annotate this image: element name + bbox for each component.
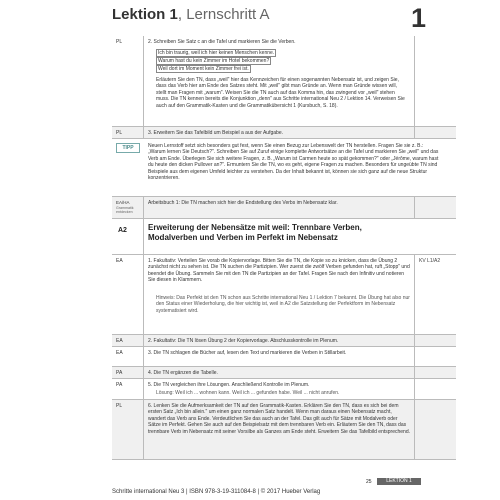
instruction-text: 5. Die TN vergleichen ihre Lösungen. Anschließend Kontrolle im Plenum. [148,382,310,388]
worksheet-reference: KV L1/A2 [419,258,441,264]
instruction-text: 6. Lenken Sie die Aufmerksamkeit der TN auf den Grammatik-Kasten. Erklären Sie den TN, dass es sich bei dem ersten Satz „Ich bin allein." um einen ganz normalen Satz handelt. Wenn man daraus einen Nebensatz macht, wandert das Verb ans Ende. Verdeutlichen Sie das auch an der Tafel. Das gilt auch für Sätze mit Modalverb oder Sätze im Perfekt. Gehen Sie auch auf den Beispielsatz mit dem trennbaren Verb ein. Erläutern Sie den TN, dass das trennbare Verb im Nebensatz mit seiner Vorsilbe als Ganzes am Ende steht. Erweitern Sie das Tafelbild entsprechend. [148,403,410,435]
instruction-text: 3. Erweitern Sie das Tafelbild um Beispiel a aus der Aufgabe. [148,130,283,136]
table-row [112,127,456,139]
tipp-row [112,139,456,197]
table-row [112,347,456,367]
table-row [112,400,456,460]
table-row [112,335,456,347]
instruction-text: 1. Fakultativ: Verteilen Sie vorab die Kopiervorlage. Bitten Sie die TN, die Kopie so zu knicken, dass die Übung 2 zunächst nicht zu sehen ist. Die TN suchen die Partizipien. Wer zuerst die zwölf Verben gefunden hat, ruft „Stopp" und beendet die Übung. Sammeln Sie mit den TN die Partizipien an der Tafel. Fragen Sie nach den Infinitiv und notieren Sie diesen in Klammern. [148,258,410,284]
instruction-text: 3. Die TN schlagen die Bücher auf, lesen den Text und markieren die Verben in Stillarbeit. [148,350,347,356]
activity-label: Grammatik entdecken [116,206,134,214]
table-row [112,197,456,219]
board-example-3: Weil dort im Moment kein Zimmer frei ist. [158,66,249,72]
hint-text: Hinweis: Das Perfekt ist den TN schon aus Schritte international Neu 1 / Lektion 7 bekannt. Die Übung hat also nur den Status einer Wiederholung, die hier wichtig ist, weil in A2 die Satzstellung der Perfektform im Nebensatz systematisiert wird. [156,295,410,314]
tipp-text: Neuen Lernstoff setzt sich besonders gut fest, wenn Sie einen Bezug zur Lebenswelt der TN herstellen. Fragen Sie sie z. B.: „Warum lernen Sie Deutsch?". Schreiben Sie auf Zuruf einige komplette Antwortsätze an die Tafel und markieren Sie „weil" und das Verb am Ende. Überlegen Sie sich weitere Fragen, z. B. „Warum ist Carmen heute so spät gekommen?" oder „Jérôme, warum hast du heute den dicken Pullover an?". Ermuntern Sie die TN, wo es geht, eigene Fragen zu machen. Besonders für ungeübte TN sind Beispiele aus dem eigenen Umfeld leichter zu verstehen. Da der Inhalt bekannt ist, können sie sich ganz auf die neue Struktur konzentrieren. [148,143,439,182]
page-header [0,0,500,32]
social-form-label: PL [116,39,123,45]
social-form-label: EA [116,338,123,344]
section-header [112,219,456,255]
solution-text: Lösung: Weil ich ... wohnen kann. Weil ich ... gefunden habe. Weil ... nicht anrufen. [156,390,340,396]
section-number: A2 [118,227,127,234]
lesson-tab: LEKTION 1 [377,478,421,485]
social-form-label: PA [116,382,123,388]
lesson-title: Lektion 1, Lernschritt A [112,6,270,23]
tipp-badge: TIPP [116,143,140,153]
table-row [112,36,456,127]
social-form-label: PL [116,130,123,136]
social-form-label: EA [116,258,123,264]
instruction-text: Arbeitsbuch 1: Die TN machen sich hier die Endstellung des Verbs im Nebensatz klar. [148,200,338,206]
section-title: Erweiterung der Nebensätze mit weil: Trennbare Verben, Modalverben und Verben im Perfekt im Nebensatz [148,223,362,242]
social-form-label: EA/HA [116,200,130,205]
board-example-2: Warum hast du kein Zimmer im Hotel bekommen? [158,58,270,64]
page-number: 25 [366,479,372,485]
instruction-text: 4. Die TN ergänzen die Tabelle. [148,370,218,376]
table-row [112,255,456,335]
instruction-text: 2. Schreiben Sie Satz c an die Tafel und markieren Sie die Verben. [148,39,296,45]
table-row [112,367,456,379]
chapter-number: 1 [410,3,426,33]
instruction-text: 2. Fakultativ: Die TN lösen Übung 2 der Kopiervorlage. Abschlusskontrolle im Plenum. [148,338,339,344]
publication-info: Schritte international Neu 3 | ISBN 978-3-19-311084-8 | © 2017 Hueber Verlag [112,489,321,495]
social-form-label: EA [116,350,123,356]
board-example-1: Ich bin traurig, weil ich hier keinen Menschen kenne. [158,50,275,56]
lesson-table [112,36,456,476]
social-form-label: PL [116,403,123,409]
table-row [112,379,456,400]
social-form-label: PA [116,370,123,376]
explanation-text: Erläutern Sie den TN, dass „weil" hier das Kennzeichen für einen sogenannten Nebensatz ist, und zeigen Sie, dass das Verb hier am Ende des Satzes steht. Mit „weil" gibt man Gründe an. Wenn man Gründe wissen will, stellt man Fragen mit „warum". Weisen Sie die TN auch auf das Komma hin, das zwingend vor „weil" stehen muss. Die TN kennen bereits die Konjunktion „denn" aus Schritte international Neu 2 / Lektion 14. Verweisen Sie auch auf den Grammatik-Kasten und die Grammatikübersicht 1 (Kursbuch, S. 18). [156,77,405,109]
